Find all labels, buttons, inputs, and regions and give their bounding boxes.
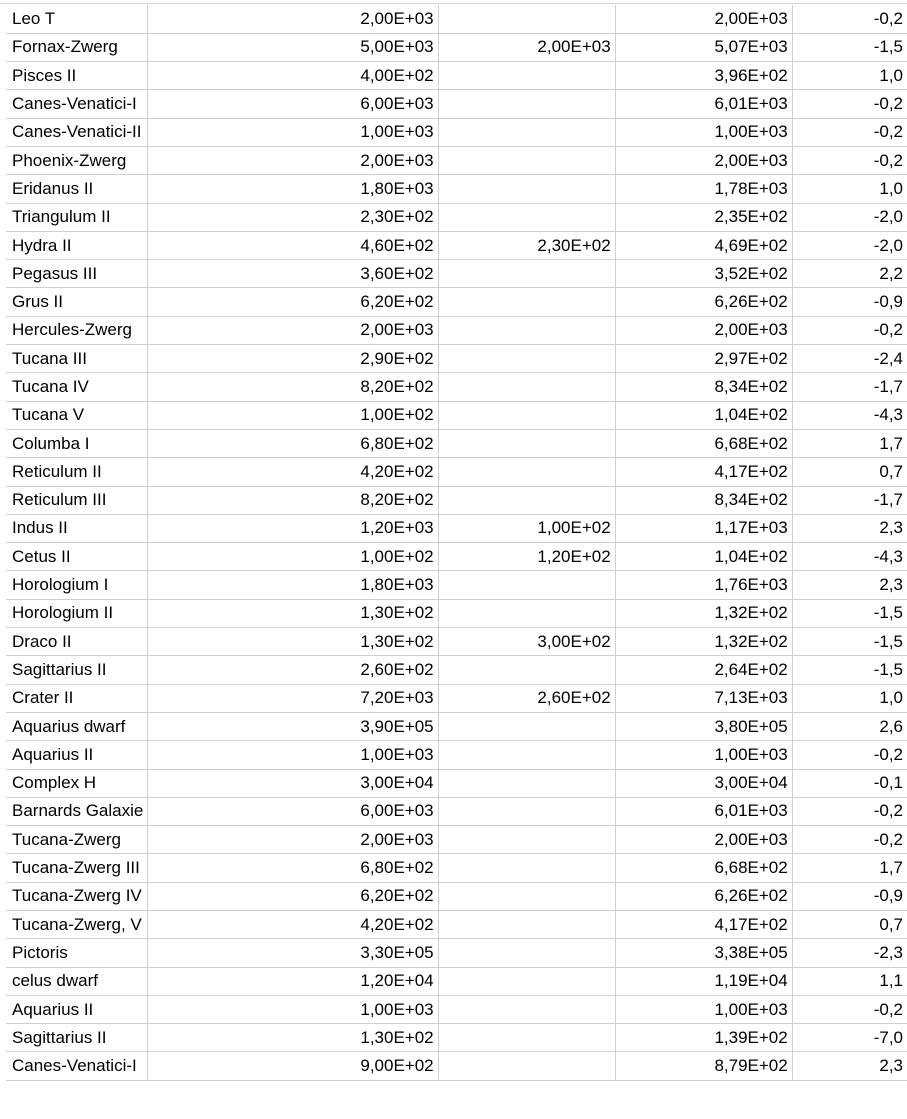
deviation-cell[interactable]: 1,1 (792, 967, 907, 995)
value-cell[interactable]: 2,90E+02 (148, 345, 438, 373)
value-cell[interactable]: 6,01E+03 (615, 90, 792, 118)
value-cell[interactable] (438, 1024, 615, 1052)
table-row[interactable] (6, 288, 907, 316)
galaxy-name-cell[interactable]: Horologium II (6, 599, 148, 627)
galaxy-name-cell[interactable]: Canes-Venatici-I (6, 90, 148, 118)
deviation-cell[interactable]: -1,5 (792, 33, 907, 61)
value-cell[interactable] (438, 260, 615, 288)
value-cell[interactable] (438, 797, 615, 825)
deviation-cell[interactable]: -0,2 (792, 118, 907, 146)
galaxy-name-cell[interactable]: Triangulum II (6, 203, 148, 231)
table-row[interactable] (6, 741, 907, 769)
value-cell[interactable]: 3,60E+02 (148, 260, 438, 288)
value-cell[interactable] (438, 967, 615, 995)
value-cell[interactable]: 2,30E+02 (438, 231, 615, 259)
table-row[interactable] (6, 628, 907, 656)
table-row[interactable] (6, 684, 907, 712)
value-cell[interactable] (438, 62, 615, 90)
value-cell[interactable]: 7,13E+03 (615, 684, 792, 712)
value-cell[interactable]: 1,00E+03 (148, 741, 438, 769)
value-cell[interactable]: 4,00E+02 (148, 62, 438, 90)
value-cell[interactable]: 1,00E+02 (148, 401, 438, 429)
table-row[interactable] (6, 543, 907, 571)
table-row[interactable] (6, 656, 907, 684)
deviation-cell[interactable]: -0,9 (792, 288, 907, 316)
galaxy-name-cell[interactable]: Tucana IV (6, 373, 148, 401)
value-cell[interactable]: 1,80E+03 (148, 571, 438, 599)
table-row[interactable] (6, 401, 907, 429)
deviation-cell[interactable]: -1,7 (792, 486, 907, 514)
value-cell[interactable]: 1,20E+04 (148, 967, 438, 995)
value-cell[interactable]: 1,76E+03 (615, 571, 792, 599)
table-row[interactable] (6, 175, 907, 203)
value-cell[interactable]: 2,00E+03 (148, 316, 438, 344)
deviation-cell[interactable]: -2,3 (792, 939, 907, 967)
value-cell[interactable] (438, 118, 615, 146)
galaxy-name-cell[interactable]: Canes-Venatici-I (6, 1052, 148, 1080)
galaxy-name-cell[interactable]: Sagittarius II (6, 656, 148, 684)
galaxy-name-cell[interactable]: Tucana-Zwerg IV (6, 882, 148, 910)
value-cell[interactable]: 4,17E+02 (615, 911, 792, 939)
value-cell[interactable]: 8,20E+02 (148, 486, 438, 514)
value-cell[interactable] (438, 486, 615, 514)
value-cell[interactable]: 5,07E+03 (615, 33, 792, 61)
table-row[interactable] (6, 203, 907, 231)
table-row[interactable] (6, 514, 907, 542)
deviation-cell[interactable]: -7,0 (792, 1024, 907, 1052)
value-cell[interactable] (438, 599, 615, 627)
value-cell[interactable]: 2,00E+03 (438, 33, 615, 61)
deviation-cell[interactable]: 0,7 (792, 911, 907, 939)
galaxy-name-cell[interactable]: celus dwarf (6, 967, 148, 995)
table-row[interactable] (6, 939, 907, 967)
value-cell[interactable]: 1,00E+03 (615, 741, 792, 769)
value-cell[interactable] (438, 401, 615, 429)
value-cell[interactable]: 6,26E+02 (615, 288, 792, 316)
deviation-cell[interactable]: -2,0 (792, 203, 907, 231)
deviation-cell[interactable]: 2,3 (792, 514, 907, 542)
value-cell[interactable]: 1,30E+02 (148, 628, 438, 656)
galaxy-name-cell[interactable]: Pisces II (6, 62, 148, 90)
value-cell[interactable]: 6,20E+02 (148, 882, 438, 910)
galaxy-name-cell[interactable]: Horologium I (6, 571, 148, 599)
table-row[interactable] (6, 854, 907, 882)
value-cell[interactable] (438, 826, 615, 854)
value-cell[interactable]: 1,80E+03 (148, 175, 438, 203)
value-cell[interactable] (438, 939, 615, 967)
value-cell[interactable]: 1,00E+02 (438, 514, 615, 542)
deviation-cell[interactable]: 2,3 (792, 571, 907, 599)
value-cell[interactable] (438, 175, 615, 203)
deviation-cell[interactable]: -0,2 (792, 90, 907, 118)
table-row[interactable] (6, 146, 907, 174)
galaxy-name-cell[interactable]: Aquarius dwarf (6, 712, 148, 740)
value-cell[interactable]: 2,30E+02 (148, 203, 438, 231)
value-cell[interactable]: 2,97E+02 (615, 345, 792, 373)
deviation-cell[interactable]: -1,5 (792, 656, 907, 684)
value-cell[interactable] (438, 90, 615, 118)
deviation-cell[interactable]: 1,0 (792, 684, 907, 712)
table-row[interactable] (6, 345, 907, 373)
value-cell[interactable] (438, 1052, 615, 1080)
galaxy-name-cell[interactable]: Draco II (6, 628, 148, 656)
table-row[interactable] (6, 571, 907, 599)
table-row[interactable] (6, 882, 907, 910)
value-cell[interactable]: 8,79E+02 (615, 1052, 792, 1080)
deviation-cell[interactable]: 1,7 (792, 429, 907, 457)
galaxy-name-cell[interactable]: Pictoris (6, 939, 148, 967)
galaxy-name-cell[interactable]: Sagittarius II (6, 1024, 148, 1052)
deviation-cell[interactable]: -2,4 (792, 345, 907, 373)
deviation-cell[interactable]: 1,7 (792, 854, 907, 882)
table-row[interactable] (6, 797, 907, 825)
value-cell[interactable]: 1,00E+03 (148, 995, 438, 1023)
deviation-cell[interactable]: 1,0 (792, 62, 907, 90)
table-row[interactable] (6, 995, 907, 1023)
value-cell[interactable]: 3,96E+02 (615, 62, 792, 90)
value-cell[interactable]: 4,60E+02 (148, 231, 438, 259)
value-cell[interactable]: 2,00E+03 (615, 146, 792, 174)
value-cell[interactable]: 1,20E+02 (438, 543, 615, 571)
deviation-cell[interactable]: 0,7 (792, 458, 907, 486)
value-cell[interactable]: 2,00E+03 (615, 5, 792, 33)
deviation-cell[interactable]: -0,2 (792, 316, 907, 344)
table-row[interactable] (6, 911, 907, 939)
galaxy-name-cell[interactable]: Reticulum III (6, 486, 148, 514)
value-cell[interactable]: 6,68E+02 (615, 429, 792, 457)
galaxy-name-cell[interactable]: Canes-Venatici-II (6, 118, 148, 146)
table-row[interactable] (6, 599, 907, 627)
value-cell[interactable]: 8,20E+02 (148, 373, 438, 401)
galaxy-name-cell[interactable]: Hydra II (6, 231, 148, 259)
deviation-cell[interactable]: -0,2 (792, 146, 907, 174)
galaxy-name-cell[interactable]: Grus II (6, 288, 148, 316)
galaxy-name-cell[interactable]: Phoenix-Zwerg (6, 146, 148, 174)
value-cell[interactable]: 1,30E+02 (148, 599, 438, 627)
value-cell[interactable]: 1,39E+02 (615, 1024, 792, 1052)
value-cell[interactable]: 2,60E+02 (438, 684, 615, 712)
value-cell[interactable] (438, 429, 615, 457)
table-row[interactable] (6, 316, 907, 344)
grid-top-border (0, 3, 907, 4)
deviation-cell[interactable]: -1,5 (792, 599, 907, 627)
deviation-cell[interactable]: 2,2 (792, 260, 907, 288)
galaxy-name-cell[interactable]: Barnards Galaxie (6, 797, 148, 825)
value-cell[interactable]: 6,68E+02 (615, 854, 792, 882)
table-row[interactable] (6, 712, 907, 740)
value-cell[interactable]: 1,30E+02 (148, 1024, 438, 1052)
value-cell[interactable]: 6,00E+03 (148, 797, 438, 825)
deviation-cell[interactable]: -0,2 (792, 826, 907, 854)
value-cell[interactable]: 7,20E+03 (148, 684, 438, 712)
value-cell[interactable]: 1,19E+04 (615, 967, 792, 995)
deviation-cell[interactable]: -0,1 (792, 769, 907, 797)
value-cell[interactable] (438, 203, 615, 231)
deviation-cell[interactable]: -0,2 (792, 5, 907, 33)
value-cell[interactable] (438, 345, 615, 373)
value-cell[interactable] (438, 854, 615, 882)
value-cell[interactable]: 1,00E+03 (615, 118, 792, 146)
value-cell[interactable]: 3,80E+05 (615, 712, 792, 740)
value-cell[interactable]: 2,00E+03 (148, 5, 438, 33)
value-cell[interactable]: 2,00E+03 (615, 316, 792, 344)
table-row[interactable] (6, 967, 907, 995)
value-cell[interactable] (438, 288, 615, 316)
table-row[interactable] (6, 826, 907, 854)
value-cell[interactable]: 3,30E+05 (148, 939, 438, 967)
deviation-cell[interactable]: 2,6 (792, 712, 907, 740)
value-cell[interactable]: 2,00E+03 (615, 826, 792, 854)
value-cell[interactable]: 4,17E+02 (615, 458, 792, 486)
galaxy-name-cell[interactable]: Leo T (6, 5, 148, 33)
value-cell[interactable] (438, 656, 615, 684)
galaxy-name-cell[interactable]: Indus II (6, 514, 148, 542)
value-cell[interactable]: 1,32E+02 (615, 628, 792, 656)
table-row[interactable] (6, 458, 907, 486)
galaxy-name-cell[interactable]: Pegasus III (6, 260, 148, 288)
galaxy-name-cell[interactable]: Tucana-Zwerg (6, 826, 148, 854)
value-cell[interactable]: 2,35E+02 (615, 203, 792, 231)
galaxy-name-cell[interactable]: Tucana-Zwerg III (6, 854, 148, 882)
value-cell[interactable]: 3,00E+02 (438, 628, 615, 656)
galaxy-name-cell[interactable]: Hercules-Zwerg (6, 316, 148, 344)
galaxy-name-cell[interactable]: Aquarius II (6, 995, 148, 1023)
value-cell[interactable]: 1,32E+02 (615, 599, 792, 627)
value-cell[interactable]: 2,60E+02 (148, 656, 438, 684)
spreadsheet-grid (6, 5, 907, 1081)
value-cell[interactable]: 1,04E+02 (615, 543, 792, 571)
value-cell[interactable] (438, 316, 615, 344)
galaxy-name-cell[interactable]: Tucana V (6, 401, 148, 429)
galaxy-name-cell[interactable]: Cetus II (6, 543, 148, 571)
galaxy-name-cell[interactable]: Crater II (6, 684, 148, 712)
value-cell[interactable]: 3,90E+05 (148, 712, 438, 740)
table-row[interactable] (6, 373, 907, 401)
value-cell[interactable]: 3,52E+02 (615, 260, 792, 288)
value-cell[interactable]: 8,34E+02 (615, 486, 792, 514)
value-cell[interactable]: 1,04E+02 (615, 401, 792, 429)
table-row[interactable] (6, 1052, 907, 1080)
value-cell[interactable] (438, 995, 615, 1023)
table-row[interactable] (6, 260, 907, 288)
table-row[interactable] (6, 5, 907, 33)
value-cell[interactable]: 6,20E+02 (148, 288, 438, 316)
value-cell[interactable]: 4,69E+02 (615, 231, 792, 259)
value-cell[interactable]: 1,00E+03 (615, 995, 792, 1023)
value-cell[interactable] (438, 882, 615, 910)
value-cell[interactable]: 2,64E+02 (615, 656, 792, 684)
table-row[interactable] (6, 33, 907, 61)
galaxy-name-cell[interactable]: Tucana-Zwerg, V (6, 911, 148, 939)
value-cell[interactable]: 2,00E+03 (148, 826, 438, 854)
value-cell[interactable]: 4,20E+02 (148, 458, 438, 486)
value-cell[interactable]: 6,26E+02 (615, 882, 792, 910)
value-cell[interactable]: 1,20E+03 (148, 514, 438, 542)
table-row[interactable] (6, 769, 907, 797)
galaxy-name-cell[interactable]: Fornax-Zwerg (6, 33, 148, 61)
galaxy-name-cell[interactable]: Complex H (6, 769, 148, 797)
table-row[interactable] (6, 62, 907, 90)
value-cell[interactable]: 3,00E+04 (148, 769, 438, 797)
galaxy-name-cell[interactable]: Columba I (6, 429, 148, 457)
value-cell[interactable]: 6,01E+03 (615, 797, 792, 825)
value-cell[interactable]: 1,00E+02 (148, 543, 438, 571)
value-cell[interactable] (438, 5, 615, 33)
value-cell[interactable] (438, 146, 615, 174)
table-row[interactable] (6, 118, 907, 146)
deviation-cell[interactable]: -4,3 (792, 401, 907, 429)
value-cell[interactable]: 6,80E+02 (148, 854, 438, 882)
deviation-cell[interactable]: -1,7 (792, 373, 907, 401)
deviation-cell[interactable]: -0,2 (792, 995, 907, 1023)
deviation-cell[interactable]: -1,5 (792, 628, 907, 656)
value-cell[interactable] (438, 741, 615, 769)
value-cell[interactable]: 1,00E+03 (148, 118, 438, 146)
value-cell[interactable]: 6,00E+03 (148, 90, 438, 118)
galaxy-name-cell[interactable]: Tucana III (6, 345, 148, 373)
galaxy-name-cell[interactable]: Reticulum II (6, 458, 148, 486)
deviation-cell[interactable]: -0,9 (792, 882, 907, 910)
table-row[interactable] (6, 429, 907, 457)
value-cell[interactable]: 1,17E+03 (615, 514, 792, 542)
galaxy-name-cell[interactable]: Aquarius II (6, 741, 148, 769)
value-cell[interactable]: 3,00E+04 (615, 769, 792, 797)
value-cell[interactable]: 3,38E+05 (615, 939, 792, 967)
value-cell[interactable] (438, 712, 615, 740)
table-row[interactable] (6, 90, 907, 118)
value-cell[interactable]: 5,00E+03 (148, 33, 438, 61)
galaxy-name-cell[interactable]: Eridanus II (6, 175, 148, 203)
table-row[interactable] (6, 231, 907, 259)
deviation-cell[interactable]: -2,0 (792, 231, 907, 259)
deviation-cell[interactable]: 2,3 (792, 1052, 907, 1080)
table-row[interactable] (6, 486, 907, 514)
value-cell[interactable]: 9,00E+02 (148, 1052, 438, 1080)
value-cell[interactable]: 8,34E+02 (615, 373, 792, 401)
deviation-cell[interactable]: 1,0 (792, 175, 907, 203)
value-cell[interactable] (438, 373, 615, 401)
table-row[interactable] (6, 1024, 907, 1052)
deviation-cell[interactable]: -4,3 (792, 543, 907, 571)
spreadsheet-body (6, 5, 907, 1080)
value-cell[interactable] (438, 458, 615, 486)
value-cell[interactable]: 4,20E+02 (148, 911, 438, 939)
value-cell[interactable] (438, 911, 615, 939)
value-cell[interactable]: 6,80E+02 (148, 429, 438, 457)
deviation-cell[interactable]: -0,2 (792, 797, 907, 825)
value-cell[interactable] (438, 769, 615, 797)
value-cell[interactable] (438, 571, 615, 599)
value-cell[interactable]: 2,00E+03 (148, 146, 438, 174)
value-cell[interactable]: 1,78E+03 (615, 175, 792, 203)
deviation-cell[interactable]: -0,2 (792, 741, 907, 769)
